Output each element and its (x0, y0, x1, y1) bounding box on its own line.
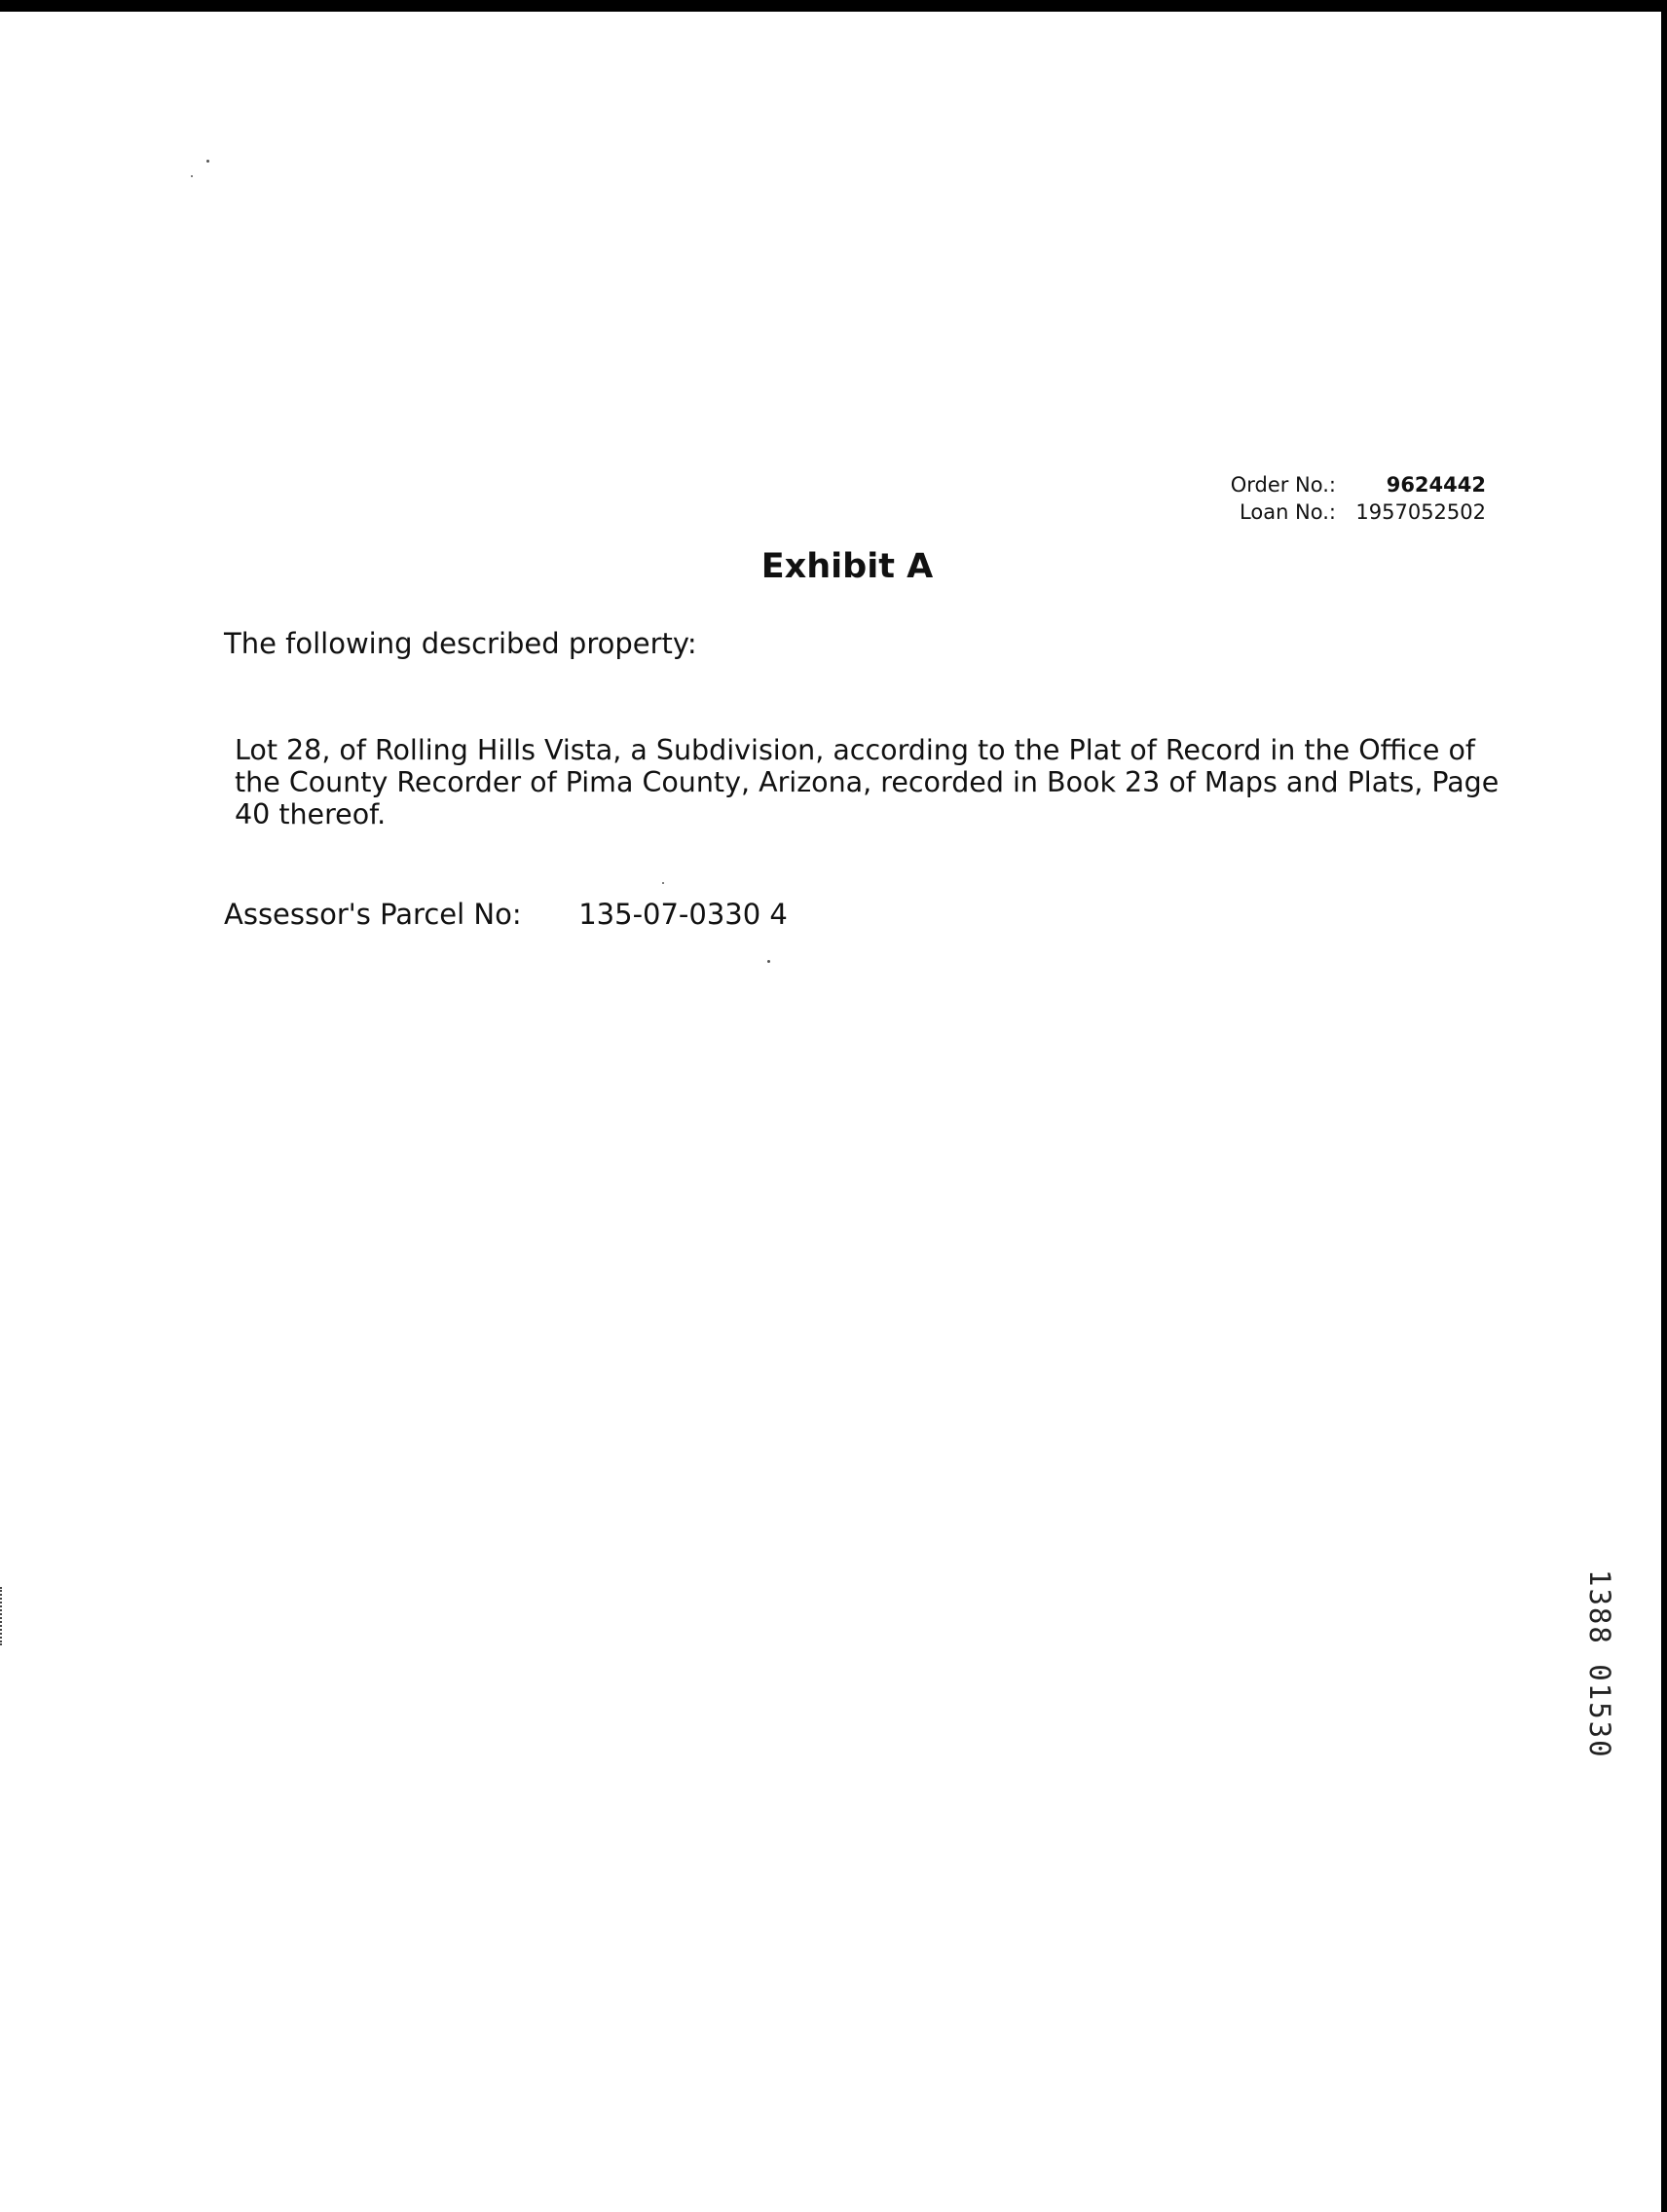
order-number-row (1071, 471, 1490, 498)
scan-speck (767, 960, 770, 963)
scan-speck (191, 175, 193, 177)
loan-number-row (1071, 498, 1490, 526)
reference-numbers (1071, 471, 1490, 526)
intro-text: The following described property: (224, 627, 697, 660)
document-title: Exhibit A (760, 547, 934, 586)
parcel-number-row (224, 898, 788, 931)
scan-speck (662, 882, 664, 884)
recording-stamp-number: 1388 01530 (1583, 1569, 1616, 1759)
order-number-value: 9624442 (1386, 473, 1486, 497)
parcel-number-label: Assessor's Parcel No: (224, 898, 522, 931)
scan-speck (206, 160, 209, 163)
scan-left-margin-marks (0, 1587, 5, 1645)
scan-right-border (1661, 0, 1667, 2212)
order-number-label: Order No.: (1230, 473, 1336, 497)
loan-number-value: 1957052502 (1355, 500, 1486, 524)
recording-stamp (1583, 1569, 1636, 1842)
parcel-number-value: 135-07-0330 4 (578, 898, 788, 931)
scan-top-border (0, 0, 1667, 12)
legal-description: Lot 28, of Rolling Hills Vista, a Subdivision, according to the Plat of Record in the Office of the County Recorder of Pima County, Arizona, recorded in Book 23 of Maps and Plats, Page 40 thereof. (235, 734, 1500, 830)
loan-number-label: Loan No.: (1240, 500, 1336, 524)
